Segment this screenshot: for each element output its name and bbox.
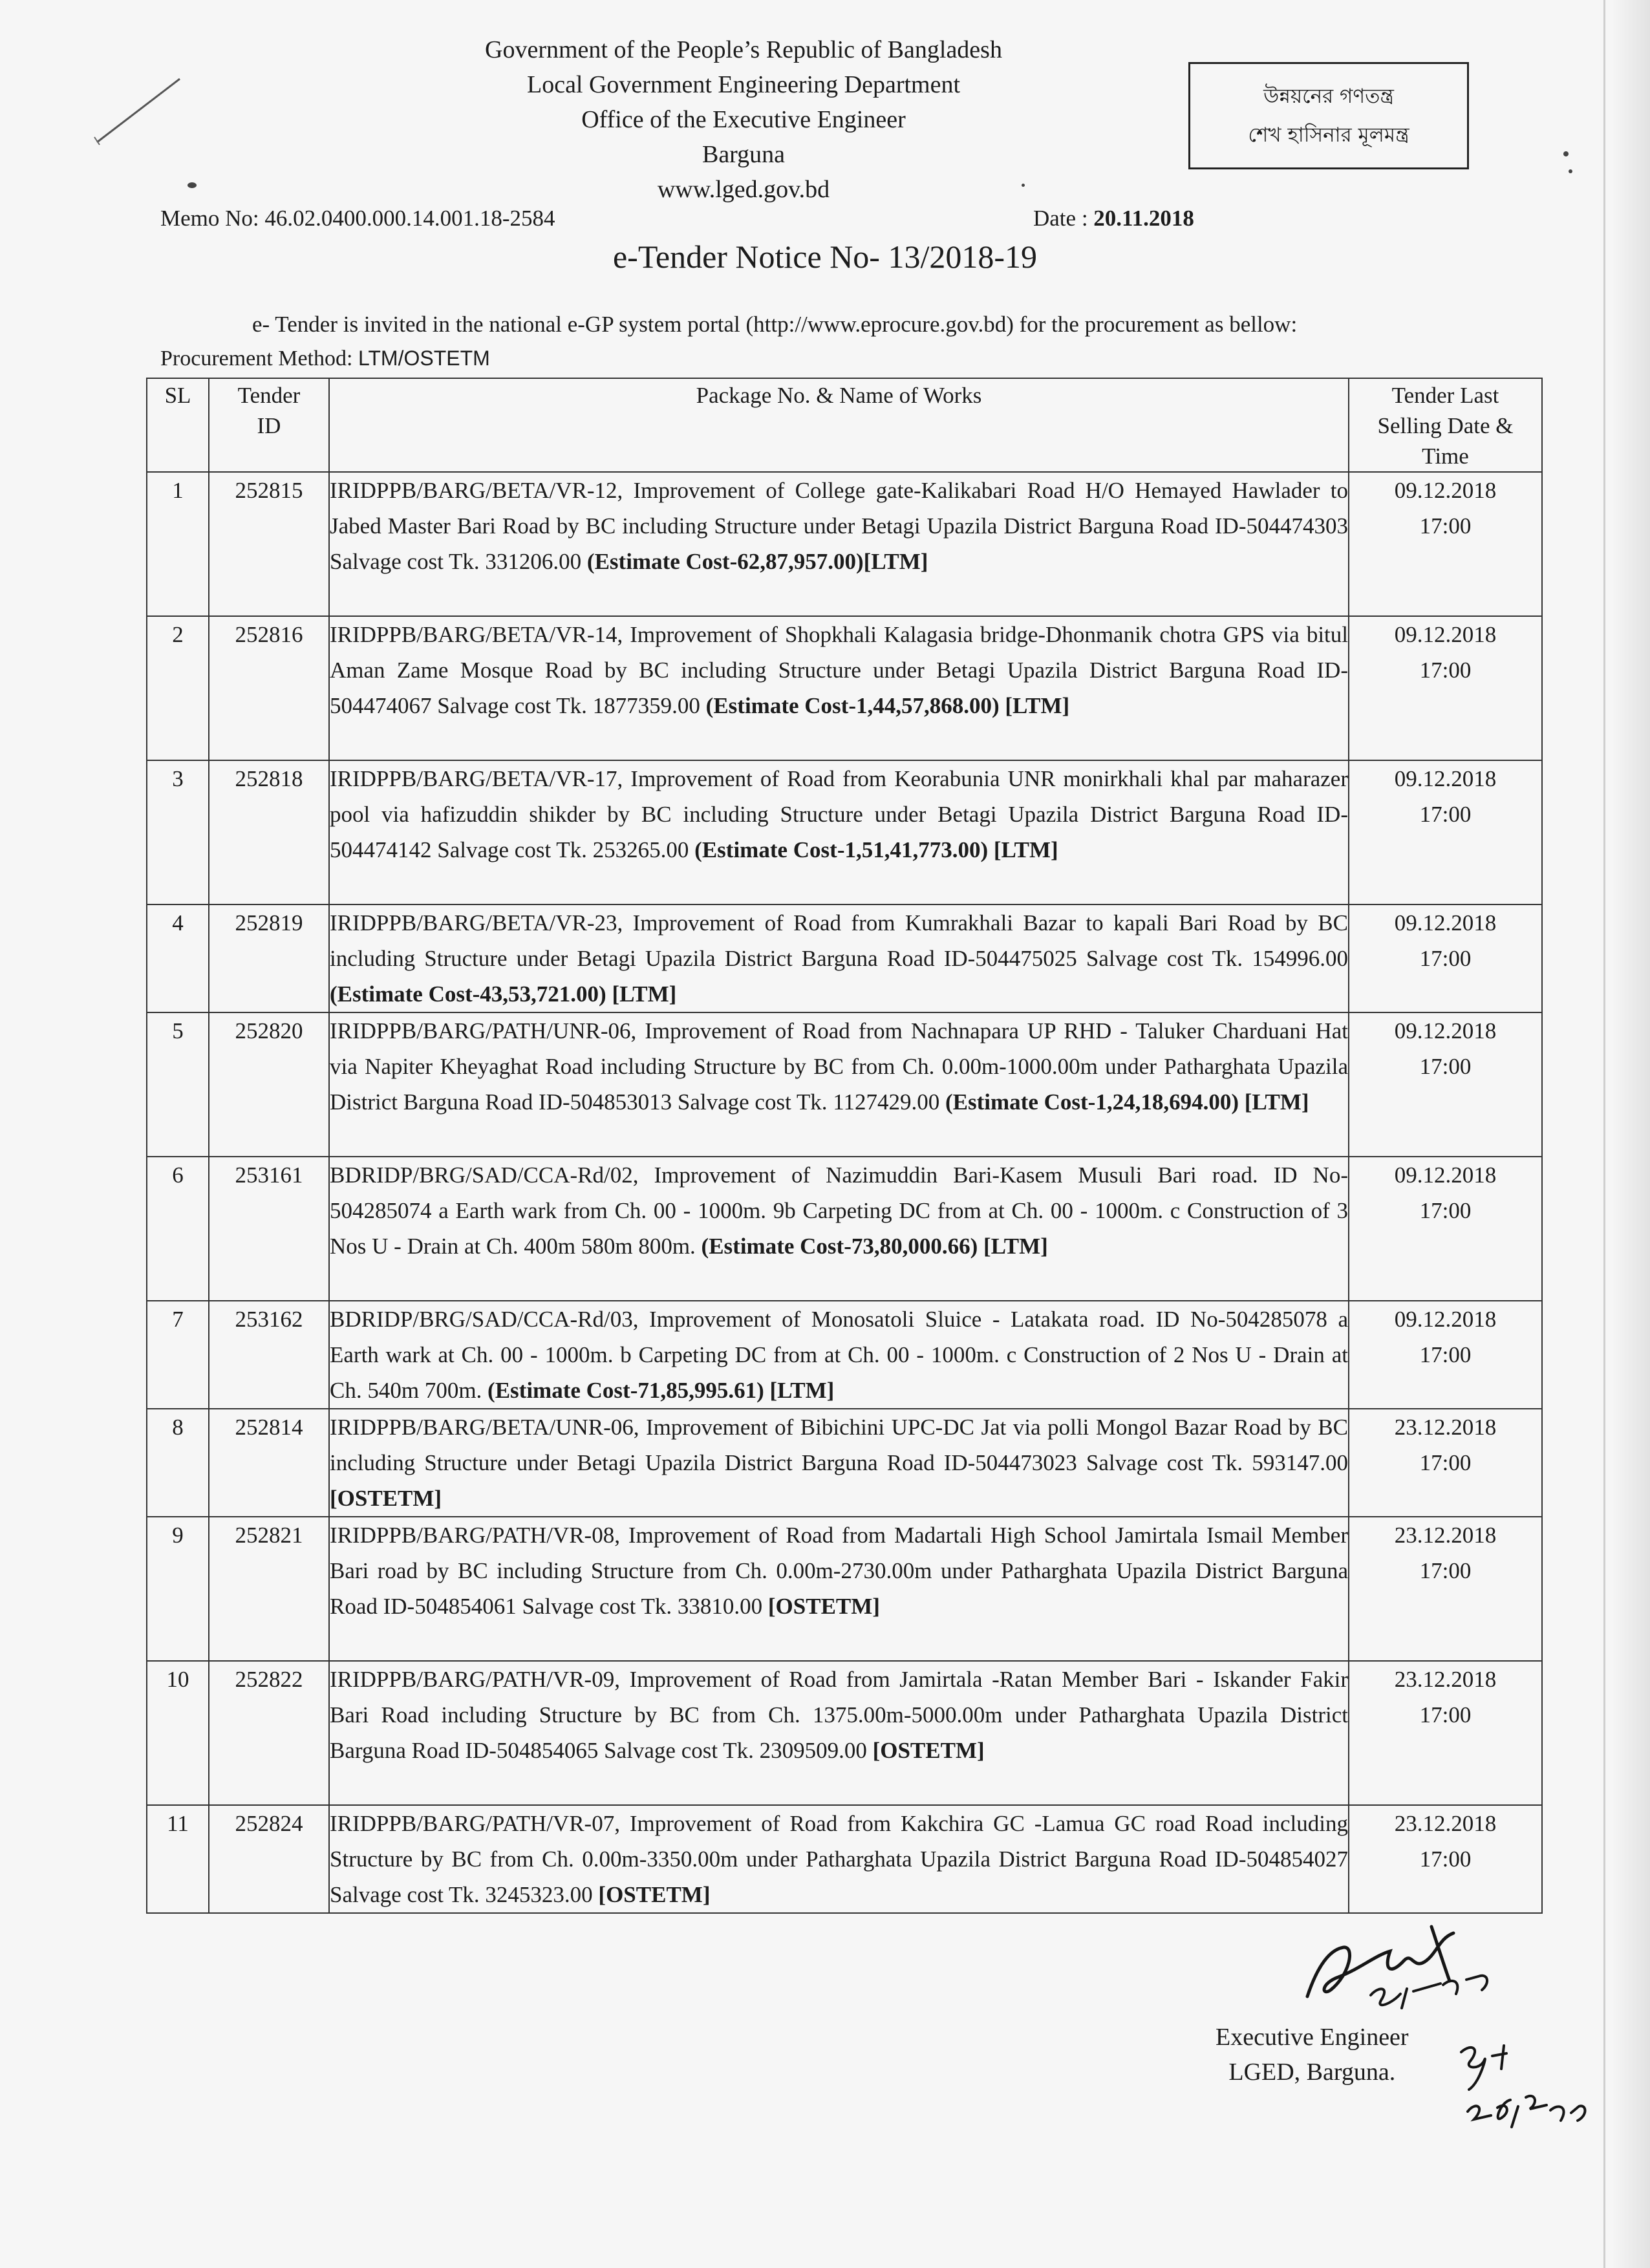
row-selling-date: 09.12.2018 17:00: [1349, 904, 1542, 1012]
row-tender-id: 253162: [209, 1301, 329, 1409]
date-value: 20.11.2018: [1093, 206, 1194, 231]
scan-speck: [1569, 169, 1572, 173]
notice-title: e-Tender Notice No- 13/2018-19: [612, 239, 1037, 275]
table-row: [147, 1012, 1542, 1157]
row-selling-date: 09.12.2018 17:00: [1349, 472, 1542, 616]
table-row: [147, 1301, 1542, 1409]
header-selling-date: Tender Last Selling Date & Time: [1349, 378, 1542, 472]
scan-speck: [1022, 184, 1025, 187]
row-selling-date: 23.12.2018 17:00: [1349, 1517, 1542, 1661]
scan-speck: [188, 182, 197, 188]
header-tender-id: Tender ID: [209, 378, 329, 472]
row-package: IRIDPPB/BARG/BETA/VR-12, Improvement of College gate-Kalikabari Road H/O Hemayed Hawlader to Jabed Master Bari Road by BC including Structure under Betagi Upazila District Barguna Road ID-504474303 Salvage cost Tk. 331206.00 (Estimate Cost-62,87,957.00)[LTM]: [329, 472, 1349, 616]
row-sl: 6: [147, 1157, 209, 1301]
table-row: [147, 1517, 1542, 1661]
row-sl: 4: [147, 904, 209, 1012]
table-row: [147, 472, 1542, 616]
row-package: IRIDPPB/BARG/PATH/VR-08, Improvement of Road from Madartali High School Jamirtala Ismail Member Bari road by BC including Structure from Ch. 0.00m-2730.00m under Patharghata Upazila District Barguna Road ID-504854061 Salvage cost Tk. 33810.00 [OSTETM]: [329, 1517, 1349, 1661]
date-label: Date :: [1033, 206, 1094, 231]
header-government: Government of the People’s Republic of Bangladesh: [485, 36, 1002, 63]
method-label: Procurement Method:: [160, 347, 358, 370]
row-tender-id: 252821: [209, 1517, 329, 1661]
row-selling-date: 09.12.2018 17:00: [1349, 760, 1542, 904]
row-package: IRIDPPB/BARG/BETA/VR-23, Improvement of Road from Kumrakhali Bazar to kapali Bari Road by BC including Structure under Betagi Upazila District Barguna Road ID-504475025 Salvage cost Tk. 154996.00 (Estimate Cost-43,53,721.00) [LTM]: [329, 904, 1349, 1012]
table-row: [147, 1661, 1542, 1805]
memo-number: Memo No: 46.02.0400.000.14.001.18-2584: [160, 206, 555, 231]
signatory-office: LGED, Barguna.: [1228, 2059, 1396, 2086]
slogan-box: [1188, 62, 1469, 169]
row-package: IRIDPPB/BARG/BETA/VR-14, Improvement of Shopkhali Kalagasia bridge-Dhonmanik chotra GPS via bitul Aman Zame Mosque Road by BC including Structure under Betagi Upazila District Barguna Road ID-504474067 Salvage cost Tk. 1877359.00 (Estimate Cost-1,44,57,868.00) [LTM]: [329, 616, 1349, 760]
row-selling-date: 09.12.2018 17:00: [1349, 616, 1542, 760]
intro-text: e- Tender is invited in the national e-GP system portal (http://www.eprocure.gov.bd) for the procurement as bellow:: [252, 312, 1298, 337]
row-package: IRIDPPB/BARG/PATH/UNR-06, Improvement of Road from Nachnapara UP RHD - Taluker Charduani Hat via Napiter Kheyaghat Road including Structure by BC from Ch. 0.00m-1000.00m under Patharghata Upazila District Barguna Road ID-504853013 Salvage cost Tk. 1127429.00 (Estimate Cost-1,24,18,694.00) [LTM]: [329, 1012, 1349, 1157]
row-sl: 2: [147, 616, 209, 760]
row-tender-id: 253161: [209, 1157, 329, 1301]
row-sl: 11: [147, 1805, 209, 1913]
table-row: [147, 760, 1542, 904]
header-package: Package No. & Name of Works: [329, 378, 1349, 472]
method-value: LTM/OSTETM: [358, 347, 490, 370]
scan-speck: [1563, 151, 1569, 156]
signatory-title: Executive Engineer: [1216, 2024, 1409, 2051]
row-package: IRIDPPB/BARG/BETA/UNR-06, Improvement of Bibichini UPC-DC Jat via polli Mongol Bazar Road by BC including Structure under Betagi Upazila District Barguna Road ID-504473023 Salvage cost Tk. 593147.00 [OSTETM]: [329, 1409, 1349, 1517]
header-sl: SL: [147, 378, 209, 472]
row-sl: 10: [147, 1661, 209, 1805]
pen-stroke-mark: [91, 70, 194, 147]
row-tender-id: 252814: [209, 1409, 329, 1517]
row-selling-date: 23.12.2018 17:00: [1349, 1805, 1542, 1913]
table-row: [147, 1805, 1542, 1913]
tender-table: [146, 378, 1543, 1914]
row-sl: 5: [147, 1012, 209, 1157]
row-sl: 3: [147, 760, 209, 904]
page-edge: [1603, 0, 1605, 2268]
signatory-block: [1216, 2020, 1409, 2090]
handwritten-signature: [1293, 1914, 1506, 2024]
row-package: IRIDPPB/BARG/BETA/VR-17, Improvement of Road from Keorabunia UNR monirkhali khal par maharazer pool via hafizuddin shikder by BC including Structure under Betagi Upazila District Barguna Road ID-504474142 Salvage cost Tk. 253265.00 (Estimate Cost-1,51,41,773.00) [LTM]: [329, 760, 1349, 904]
row-tender-id: 252824: [209, 1805, 329, 1913]
table-row: [147, 904, 1542, 1012]
scan-shadow: [1611, 0, 1650, 2268]
row-tender-id: 252818: [209, 760, 329, 904]
notice-date: [1033, 206, 1194, 231]
handwritten-initials: [1442, 2030, 1603, 2146]
header-department: Local Government Engineering Department: [526, 71, 961, 98]
row-sl: 1: [147, 472, 209, 616]
row-package: IRIDPPB/BARG/PATH/VR-09, Improvement of Road from Jamirtala -Ratan Member Bari - Iskander Fakir Bari Road including Structure by BC from Ch. 1375.00m-5000.00m under Patharghata Upazila District Barguna Road ID-504854065 Salvage cost Tk. 2309509.00 [OSTETM]: [329, 1661, 1349, 1805]
row-selling-date: 23.12.2018 17:00: [1349, 1409, 1542, 1517]
row-selling-date: 23.12.2018 17:00: [1349, 1661, 1542, 1805]
row-selling-date: 09.12.2018 17:00: [1349, 1012, 1542, 1157]
table-row: [147, 1157, 1542, 1301]
row-tender-id: 252816: [209, 616, 329, 760]
table-header-row: [147, 378, 1542, 472]
row-tender-id: 252822: [209, 1661, 329, 1805]
procurement-method: [160, 347, 490, 371]
row-package: BDRIDP/BRG/SAD/CCA-Rd/02, Improvement of Nazimuddin Bari-Kasem Musuli Bari road. ID No-504285074 a Earth wark from Ch. 00 - 1000m. 9b Carpeting DC from at Ch. 00 - 1000m. c Construction of 3 Nos U - Drain at Ch. 400m 580m 800m. (Estimate Cost-73,80,000.66) [LTM]: [329, 1157, 1349, 1301]
row-tender-id: 252815: [209, 472, 329, 616]
header-location: Barguna: [702, 141, 786, 168]
row-selling-date: 09.12.2018 17:00: [1349, 1301, 1542, 1409]
table-row: [147, 616, 1542, 760]
row-selling-date: 09.12.2018 17:00: [1349, 1157, 1542, 1301]
table-row: [147, 1409, 1542, 1517]
row-package: BDRIDP/BRG/SAD/CCA-Rd/03, Improvement of Monosatoli Sluice - Latakata road. ID No-504285078 a Earth wark at Ch. 00 - 1000m. b Carpeting DC from at Ch. 00 - 1000m. c Construction of 2 Nos U - Drain at Ch. 540m 700m. (Estimate Cost-71,85,995.61) [LTM]: [329, 1301, 1349, 1409]
row-sl: 7: [147, 1301, 209, 1409]
row-tender-id: 252820: [209, 1012, 329, 1157]
row-tender-id: 252819: [209, 904, 329, 1012]
row-sl: 8: [147, 1409, 209, 1517]
row-package: IRIDPPB/BARG/PATH/VR-07, Improvement of Road from Kakchira GC -Lamua GC road Road including Structure by BC from Ch. 0.00m-3350.00m under Patharghata Upazila District Barguna Road ID-504854027 Salvage cost Tk. 3245323.00 [OSTETM]: [329, 1805, 1349, 1913]
slogan-line-1: উন্নয়নের গণতন্ত্র: [1263, 85, 1394, 108]
slogan-line-2: শেখ হাসিনার মূলমন্ত্র: [1248, 123, 1409, 147]
header-office: Office of the Executive Engineer: [581, 106, 906, 133]
header-website: www.lged.gov.bd: [657, 176, 830, 203]
row-sl: 9: [147, 1517, 209, 1661]
letterhead: [388, 32, 1099, 207]
